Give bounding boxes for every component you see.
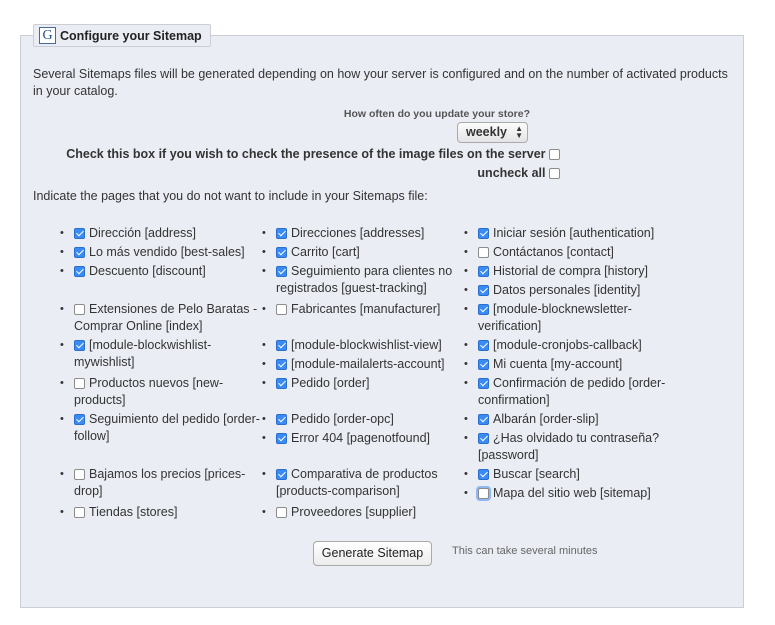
page-item xyxy=(464,411,673,428)
page-checkbox[interactable] xyxy=(276,304,287,315)
page-label: Error 404 [pagenotfound] xyxy=(291,431,430,445)
page-label: Pedido [order] xyxy=(291,376,370,390)
page-checkbox[interactable] xyxy=(276,340,287,351)
page-label: Mi cuenta [my-account] xyxy=(493,357,623,371)
bullet-icon: • xyxy=(464,284,468,296)
page-label: Datos personales [identity] xyxy=(493,283,641,297)
page-item xyxy=(60,263,269,280)
page-item xyxy=(262,301,471,318)
page-item xyxy=(262,466,471,500)
bullet-icon: • xyxy=(464,303,468,315)
page-item xyxy=(464,375,673,409)
uncheck-all-row xyxy=(20,166,560,180)
page-item xyxy=(464,225,673,242)
page-checkbox[interactable] xyxy=(478,359,489,370)
page-label: Bajamos los precios [prices-drop] xyxy=(74,467,246,498)
page-item xyxy=(60,225,269,242)
page-item xyxy=(464,430,673,464)
page-checkbox[interactable] xyxy=(478,266,489,277)
bullet-icon: • xyxy=(262,227,266,239)
page-label: [module-blockwishlist-view] xyxy=(291,338,442,352)
sitemap-description: Several Sitemaps files will be generated depending on how your server is configured and on the number of activated products in your catalog. xyxy=(33,67,728,98)
bullet-icon: • xyxy=(60,413,64,425)
page-checkbox[interactable] xyxy=(276,378,287,389)
page-checkbox[interactable] xyxy=(74,228,85,239)
page-item xyxy=(464,263,673,280)
bullet-icon: • xyxy=(262,432,266,444)
page-item xyxy=(464,282,673,299)
page-label: [module-cronjobs-callback] xyxy=(493,338,642,352)
page-label: Seguimiento del pedido [order-follow] xyxy=(74,412,260,443)
page-label: Tiendas [stores] xyxy=(89,505,178,519)
page-checkbox[interactable] xyxy=(276,247,287,258)
page-item xyxy=(262,375,471,392)
bullet-icon: • xyxy=(464,468,468,480)
page-item xyxy=(60,375,269,409)
page-item xyxy=(262,430,471,447)
uncheck-all-label: uncheck all xyxy=(477,166,546,180)
page-item xyxy=(464,485,673,502)
page-checkbox[interactable] xyxy=(478,304,489,315)
page-label: Carrito [cart] xyxy=(291,245,360,259)
bullet-icon: • xyxy=(262,358,266,370)
page-item xyxy=(262,263,471,297)
page-label: Confirmación de pedido [order-confirmation] xyxy=(478,376,666,407)
page-item xyxy=(464,466,673,483)
page-label: Pedido [order-opc] xyxy=(291,412,394,426)
page-label: Albarán [order-slip] xyxy=(493,412,599,426)
generate-note: This can take several minutes xyxy=(452,545,598,557)
page-item xyxy=(262,244,471,261)
page-label: Seguimiento para clientes no registrados [guest-tracking] xyxy=(276,264,453,295)
page-item xyxy=(464,337,673,354)
page-label: [module-blocknewsletter-verification] xyxy=(478,302,632,333)
page-item xyxy=(262,411,471,428)
bullet-icon: • xyxy=(464,413,468,425)
bullet-icon: • xyxy=(60,377,64,389)
bullet-icon: • xyxy=(60,339,64,351)
select-arrows-icon: ▲ ▼ xyxy=(515,124,523,140)
page-label: Historial de compra [history] xyxy=(493,264,648,278)
page-item xyxy=(262,337,471,354)
page-checkbox[interactable] xyxy=(74,414,85,425)
page-item xyxy=(262,356,471,373)
page-item xyxy=(60,411,269,445)
page-checkbox[interactable] xyxy=(478,285,489,296)
page-label: [module-blockwishlist-mywishlist] xyxy=(74,338,212,369)
bullet-icon: • xyxy=(60,265,64,277)
bullet-icon: • xyxy=(60,303,64,315)
image-check-row xyxy=(20,147,560,161)
page-checkbox[interactable] xyxy=(478,378,489,389)
bullet-icon: • xyxy=(464,246,468,258)
page-label: Direcciones [addresses] xyxy=(291,226,425,240)
page-label: Fabricantes [manufacturer] xyxy=(291,302,441,316)
page-item xyxy=(262,225,471,242)
page-checkbox[interactable] xyxy=(276,359,287,370)
frequency-select[interactable] xyxy=(457,122,528,143)
page-checkbox[interactable] xyxy=(276,507,287,518)
page-checkbox[interactable] xyxy=(478,228,489,239)
bullet-icon: • xyxy=(262,377,266,389)
page-checkbox[interactable] xyxy=(478,488,489,499)
page-checkbox[interactable] xyxy=(276,228,287,239)
panel-legend xyxy=(33,24,211,47)
page-item xyxy=(464,356,673,373)
google-logo-icon: G xyxy=(39,27,56,44)
bullet-icon: • xyxy=(464,358,468,370)
page-checkbox[interactable] xyxy=(74,378,85,389)
indicate-label: Indicate the pages that you do not want to include in your Sitemaps file: xyxy=(33,189,428,203)
generate-sitemap-button[interactable]: Generate Sitemap xyxy=(313,541,432,566)
bullet-icon: • xyxy=(464,227,468,239)
page-checkbox[interactable] xyxy=(478,247,489,258)
page-item xyxy=(464,301,673,335)
page-label: Proveedores [supplier] xyxy=(291,505,417,519)
bullet-icon: • xyxy=(464,432,468,444)
page-label: Extensiones de Pelo Baratas - Comprar Online [index] xyxy=(74,302,258,333)
bullet-icon: • xyxy=(464,339,468,351)
page-checkbox[interactable] xyxy=(276,266,287,277)
page-item xyxy=(262,504,471,521)
page-item xyxy=(60,337,269,371)
page-checkbox[interactable] xyxy=(74,266,85,277)
page-label: ¿Has olvidado tu contraseña? [password] xyxy=(478,431,660,462)
bullet-icon: • xyxy=(464,265,468,277)
bullet-icon: • xyxy=(262,246,266,258)
page-label: Iniciar sesión [authentication] xyxy=(493,226,655,240)
page-checkbox[interactable] xyxy=(74,340,85,351)
page-checkbox[interactable] xyxy=(74,469,85,480)
page-label: Contáctanos [contact] xyxy=(493,245,614,259)
page-label: Lo más vendido [best-sales] xyxy=(89,245,245,259)
page-label: Comparativa de productos [products-comparison] xyxy=(276,467,438,498)
bullet-icon: • xyxy=(60,468,64,480)
bullet-icon: • xyxy=(262,303,266,315)
page-item xyxy=(60,244,269,261)
page-checkbox[interactable] xyxy=(74,507,85,518)
page-checkbox[interactable] xyxy=(478,414,489,425)
bullet-icon: • xyxy=(60,246,64,258)
page-checkbox[interactable] xyxy=(478,433,489,444)
page-checkbox[interactable] xyxy=(478,469,489,480)
page-item xyxy=(60,504,269,521)
uncheck-all-checkbox[interactable] xyxy=(549,168,560,179)
bullet-icon: • xyxy=(262,468,266,480)
page-checkbox[interactable] xyxy=(478,340,489,351)
image-check-checkbox[interactable] xyxy=(549,149,560,160)
image-check-label: Check this box if you wish to check the presence of the image files on the server xyxy=(66,147,546,161)
page-checkbox[interactable] xyxy=(276,469,287,480)
bullet-icon: • xyxy=(464,377,468,389)
page-checkbox[interactable] xyxy=(74,304,85,315)
page-label: Dirección [address] xyxy=(89,226,196,240)
page-item xyxy=(464,244,673,261)
page-item xyxy=(60,466,269,500)
panel-title: Configure your Sitemap xyxy=(60,28,202,43)
bullet-icon: • xyxy=(262,413,266,425)
frequency-label: How often do you update your store? xyxy=(343,108,530,120)
bullet-icon: • xyxy=(60,227,64,239)
page-label: Buscar [search] xyxy=(493,467,580,481)
page-label: Descuento [discount] xyxy=(89,264,206,278)
page-label: [module-mailalerts-account] xyxy=(291,357,445,371)
page-label: Mapa del sitio web [sitemap] xyxy=(493,486,651,500)
page-label: Productos nuevos [new-products] xyxy=(74,376,224,407)
bullet-icon: • xyxy=(464,487,468,499)
page-item xyxy=(60,301,269,335)
page-checkbox[interactable] xyxy=(74,247,85,258)
bullet-icon: • xyxy=(262,506,266,518)
frequency-value: weekly xyxy=(466,125,508,139)
bullet-icon: • xyxy=(60,506,64,518)
bullet-icon: • xyxy=(262,339,266,351)
page-checkbox[interactable] xyxy=(276,414,287,425)
bullet-icon: • xyxy=(262,265,266,277)
page-checkbox[interactable] xyxy=(276,433,287,444)
